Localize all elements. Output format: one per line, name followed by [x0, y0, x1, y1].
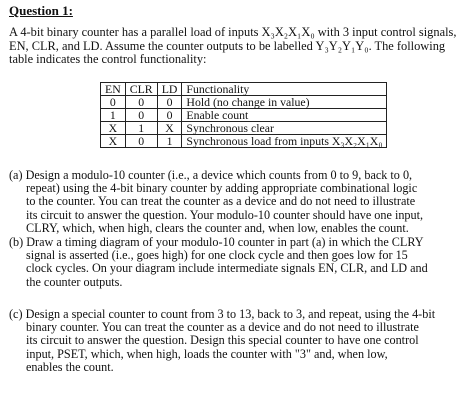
table-row — [101, 122, 387, 135]
part-a-line: repeat) using the 4-bit binary counter by adding appropriate combinational logic — [26, 181, 418, 196]
cell-en: X — [101, 122, 126, 135]
cell-clr: 0 — [125, 135, 157, 148]
part-c-line: its circuit to answer the question. Design this special counter to have one control — [26, 333, 419, 348]
header-functionality: Functionality — [182, 83, 387, 96]
intro-line-1: A 4-bit binary counter has a parallel load of inputs X₃X₂X₁X₀ with 3 input control signals, — [9, 25, 457, 39]
part-b-lead: (b) Draw a timing diagram of your modulo-10 counter in part (a) in which the CLRY — [9, 235, 424, 249]
header-clr: CLR — [125, 83, 157, 96]
table-row — [101, 96, 387, 109]
part-a-lead: (a) Design a modulo-10 counter (i.e., a device which counts from 0 to 9, back to 0, — [9, 168, 413, 182]
cell-functionality: Synchronous clear — [182, 122, 387, 135]
table-row — [101, 109, 387, 122]
part-c-line: binary counter. You can treat the counter as a device and do not need to illustrate — [26, 320, 419, 335]
table-row — [101, 135, 387, 148]
part-b-line: clock cycles. On your diagram include intermediate signals EN, CLR, and LD and — [26, 261, 428, 276]
cell-en: X — [101, 135, 126, 148]
cell-functionality: Synchronous load from inputs X₃X₂X₁X₀ — [182, 135, 387, 148]
cell-functionality: Hold (no change in value) — [182, 96, 387, 109]
cell-ld: 0 — [157, 109, 182, 122]
question-title: Question 1: — [9, 3, 73, 18]
part-b — [9, 236, 461, 289]
part-b-line: the counter outputs. — [26, 274, 123, 289]
part-c-lead: (c) Design a special counter to count from 3 to 13, back to 3, and repeat, using the 4-bit — [9, 307, 436, 321]
control-functionality-table — [100, 82, 387, 148]
intro-paragraph — [9, 26, 467, 67]
part-a-line: to the counter. You can treat the counter as a device and do not need to illustrate — [26, 194, 416, 209]
cell-ld: X — [157, 122, 182, 135]
cell-clr: 0 — [125, 109, 157, 122]
cell-clr: 1 — [125, 122, 157, 135]
part-c-line: input, PSET, which, when high, loads the counter with "3" and, when low, — [26, 346, 388, 361]
cell-en: 1 — [101, 109, 126, 122]
part-a-line: its circuit to answer the question. Your modulo-10 counter should have one input, — [26, 207, 424, 222]
cell-functionality: Enable count — [182, 109, 387, 122]
table-header-row — [101, 83, 387, 96]
cell-ld: 0 — [157, 96, 182, 109]
part-b-line: signal is asserted (i.e., goes high) for one clock cycle and then goes low for 15 — [26, 248, 408, 263]
intro-line-2: EN, CLR, and LD. Assume the counter outputs to be labelled Y₃Y₂Y₁Y₀. The following — [9, 38, 446, 53]
part-c-line: enables the count. — [26, 359, 114, 374]
part-a — [9, 169, 461, 235]
header-ld: LD — [157, 83, 182, 96]
cell-clr: 0 — [125, 96, 157, 109]
header-en: EN — [101, 83, 126, 96]
intro-line-3: table indicates the control functionality: — [9, 52, 207, 67]
cell-en: 0 — [101, 96, 126, 109]
part-a-line: CLRY, which, when high, clears the counter and, when low, enables the count. — [26, 220, 409, 235]
cell-ld: 1 — [157, 135, 182, 148]
part-c — [9, 308, 461, 374]
